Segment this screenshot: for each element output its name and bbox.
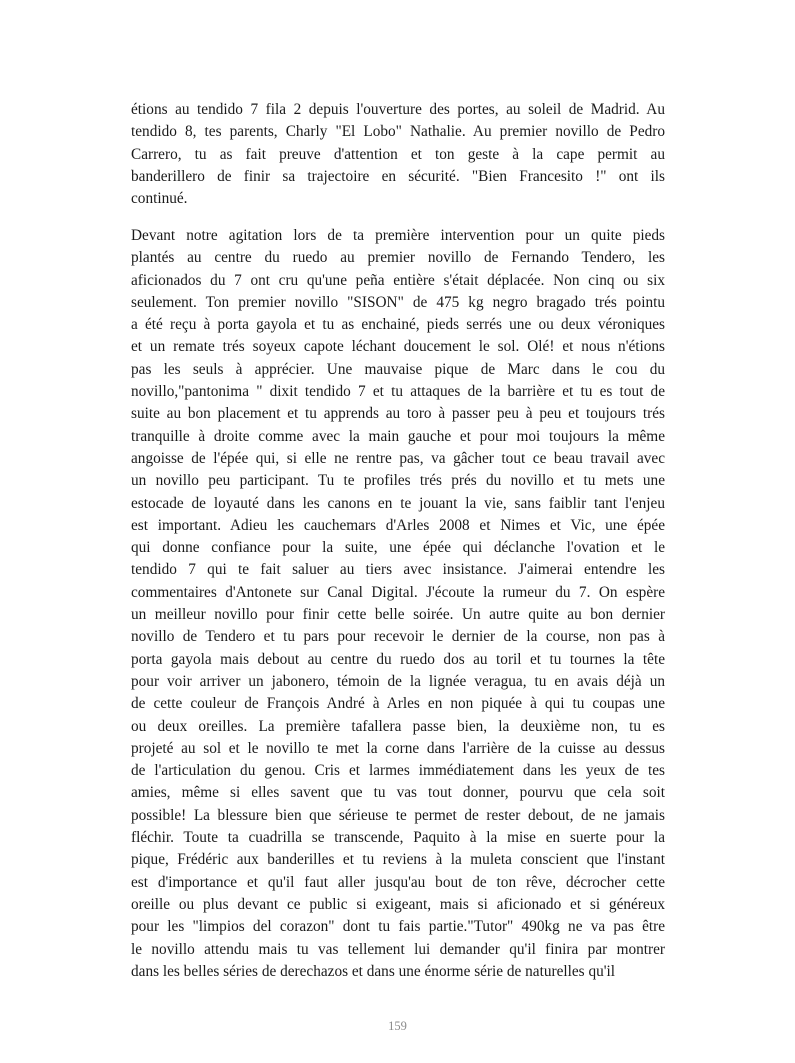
text-line: seulement. Ton premier novillo "SISON" de 475 kg negro bragado trés pointu [131,293,665,311]
text-line: pas les seuls à apprécier. Une mauvaise pique de Marc dans le cou du [131,360,665,378]
text-line: amies, même si elles savent que tu vas tout donner, pourvu que cela soit [131,784,665,802]
text-line: un meilleur novillo pour finir cette belle soirée. Un autre quite au bon dernier [131,606,665,624]
text-line: continué. [131,190,188,208]
text-line: qui donne confiance pour la suite, une épée qui déclanche l'ovation et le [131,539,665,557]
page-number: 159 [388,1019,407,1033]
paragraph-1 [131,99,665,210]
text-line: pour les "limpios del corazon" dont tu fais partie."Tutor" 490kg ne va pas être [131,918,665,936]
text-line: ou deux oreilles. La première tafallera passe bien, la deuxième non, tu es [131,717,665,735]
text-line: tranquille à droite comme avec la main gauche et pour moi toujours la même [131,427,665,445]
paragraph-2 [131,225,665,983]
text-line: projeté au sol et le novillo te met la corne dans l'arrière de la cuisse au dessus [131,739,665,757]
text-line: novillo,"pantonima " dixit tendido 7 et tu attaques de la barrière et tu es tout de [131,383,665,401]
text-line: de l'articulation du genou. Cris et larmes immédiatement dans les yeux de tes [131,762,665,780]
text-line: fléchir. Toute ta cuadrilla se transcende, Paquito à la mise en suerte pour la [131,829,665,847]
text-line: novillo de Tendero et tu pars pour recevoir le dernier de la course, non pas à [131,628,665,646]
text-line: oreille ou plus devant ce public si exigeant, mais si aficionado et si généreux [131,895,665,913]
text-line: tendido 7 qui te fait saluer au tiers avec insistance. J'aimerai entendre les [131,561,665,579]
text-line: étions au tendido 7 fila 2 depuis l'ouverture des portes, au soleil de Madrid. Au [131,101,665,118]
text-line: angoisse de l'épée qui, si elle ne rentre pas, va gâcher tout ce beau travail avec [131,449,665,467]
text-line: aficionados du 7 ont cru qu'une peña entière s'était déplacée. Non cinq ou six [131,271,665,289]
text-line: est important. Adieu les cauchemars d'Arles 2008 et Nimes et Vic, une épée [131,516,665,534]
text-line: commentaires d'Antonete sur Canal Digital. J'écoute la rumeur du 7. On espère [131,583,665,601]
text-line: suite au bon placement et tu apprends au toro à passer peu à peu et toujours trés [131,405,665,423]
text-line: et un remate trés soyeux capote léchant doucement le sol. Olé! et nous n'étions [131,338,665,356]
text-line: pique, Frédéric aux banderilles et tu reviens à la muleta conscient que l'instant [131,851,665,869]
text-line: un novillo peu participant. Tu te profiles trés prés du novillo et tu mets une [131,472,665,490]
text-line: de cette couleur de François André à Arles en non piquée à qui tu coupas une [131,695,665,713]
text-line: a été reçu à porta gayola et tu as enchainé, pieds serrés une ou deux véroniques [131,316,665,334]
text-line: porta gayola mais debout au centre du ruedo dos au toril et tu tournes la tête [131,650,665,668]
text-line: le novillo attendu mais tu vas tellement lui demander qu'il finira par montrer [131,940,665,958]
text-line: Devant notre agitation lors de ta première intervention pour un quite pieds [131,227,665,244]
text-line: tendido 8, tes parents, Charly "El Lobo" Nathalie. Au premier novillo de Pedro [131,123,665,141]
text-line: possible! La blessure bien que sérieuse te permet de rester debout, de ne jamais [131,806,665,824]
text-line: banderillero de finir sa trajectoire en sécurité. "Bien Francesito !" ont ils [131,167,665,185]
text-line: estocade de loyauté dans les canons en te jouant la vie, sans faiblir tant l'enjeu [131,494,665,512]
text-line: est d'importance et qu'il faut aller jusqu'au bout de ton rêve, décrocher cette [131,873,665,891]
text-line: plantés au centre du ruedo au premier novillo de Fernando Tendero, les [131,249,665,267]
text-line: dans les belles séries de derechazos et dans une énorme série de naturelles qu'il [131,962,615,980]
text-line: pour voir arriver un jabonero, témoin de la lignée veragua, tu en avais déjà un [131,672,665,690]
text-line: Carrero, tu as fait preuve d'attention et ton geste à la cape permit au [131,145,665,163]
